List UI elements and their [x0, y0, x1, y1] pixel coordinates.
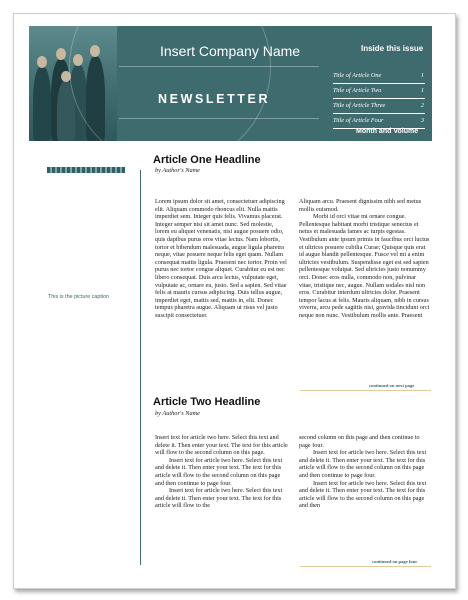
toc-item [333, 99, 425, 114]
toc-item-page: 1 [420, 87, 424, 94]
article-two-column-1 [155, 434, 288, 554]
toc-item-title: Title of Article Three [333, 102, 386, 109]
article-one-byline: by Author's Name [155, 167, 200, 174]
article-two-headline: Article Two Headline [153, 396, 261, 408]
continued-next-page: continued on next page [369, 383, 415, 388]
article-one-headline: Article One Headline [153, 154, 261, 166]
company-name: Insert Company Name [160, 43, 301, 59]
continued-rule [300, 566, 431, 567]
newsletter-title: NEWSLETTER [158, 92, 271, 106]
toc-item [333, 69, 425, 84]
toc-item [333, 84, 425, 99]
sidebar-accent-bar [47, 167, 125, 173]
paragraph: Aliquam arcu. Praesent dignissim nibh sed metus mollis euismod. [299, 198, 422, 213]
table-of-contents [333, 69, 425, 129]
banner-line [119, 118, 319, 119]
paragraph: Insert text for article two here. Select this text and delete it. Then enter your text. The text for this article will flow to the second column on this page and then [299, 479, 427, 510]
paragraph: Insert text for article two here. Select this text and delete it. Then enter your text. The text for this article will flow to the [155, 487, 283, 510]
paragraph: Insert text for article two here. Select this text and delete it. Then enter your text. The text for this article will flow to the second column on this page and then continue to page four. [155, 456, 283, 487]
paragraph: Insert text for article two here. Select this text and delete it. Then enter your text. The text for this article will flow to the second column on this page and then continue to page four. [299, 449, 427, 479]
month-and-volume: Month and Volume [356, 128, 419, 135]
banner-line [119, 66, 319, 67]
toc-item-title: Title of Article Two [333, 87, 382, 94]
toc-item [333, 114, 425, 129]
toc-item-page: 3 [420, 117, 424, 124]
toc-item-title: Title of Article Four [333, 117, 384, 124]
paragraph: Morbi id orci vitae mi ornare congue. Pellentesque habitant morbi tristique senectus et netus et malesuada fames ac turpis egestas. Vestibulum ante ipsum primis in faucibus orci luctus et ultrices posuere cubilia Curae; Quisque quis erat id augue blandit pellentesque. Fusce vel mi a enim ultricies vestibulum. Suspendisse eget est sed sapien pellentesque volutpat. Sed ultricies justo nonummy orci. Donec eros nulla, commodo non, pulvinar vitae, tristique nec, augue. Nullam sodales nisl non eros. Curabitur interdum ultricies dolor. Praesent tempor lacus at felis. Mauris aliquam, nibh in cursus viverra, arcu pede sagittis nisi, gravida tincidunt orci neque non nunc. Vestibulum mollis ante. Praesent [299, 213, 430, 319]
inside-issue-heading: Inside this issue [361, 44, 424, 53]
paragraph: second column on this page and then continue to page four. [299, 434, 420, 449]
picture-caption: This is the picture caption [48, 294, 110, 300]
article-one-column-2 [299, 198, 431, 376]
toc-item-page: 1 [420, 72, 424, 79]
article-two-byline: by Author's Name [155, 410, 200, 417]
newsletter-banner [29, 26, 432, 141]
article-two-column-2 [299, 434, 431, 554]
toc-item-page: 2 [420, 102, 424, 109]
toc-item-title: Title of Article One [333, 72, 382, 79]
vertical-divider [140, 170, 141, 565]
paragraph: Insert text for article two here. Select this text and delete it. Then enter your text. The text for this article will flow to the second column on this page. [155, 434, 288, 457]
article-one-column-1 [155, 198, 288, 376]
paragraph: Lorem ipsum dolor sit amet, consectetuer adipiscing elit. Aliquam commodo rhoncus elit. Nulla mattis imperdiet sem. Integer quis felis. Vivamus placerat. Integer semper nisi sit amet nunc. Sed molestie, lorem eu aliquet venenatis, nisi augue posuere odio, quis dapibus purus eros vitae lectus. Nam lobortis, tortor et bibendum malesuada, augue ligula pharetra neque, vitae posuere neque felis eget quam. Nullam consequat mattis ligula. Praesent nec tortor. Proin vel purus nec tortor congue aliquet. Curabitur eu est nec libero consequat. Duis arcu lectus, vulputate eget, vulputate ac, ornare eu, justo. Sed a sapien. Sed vitae felis at mauris cursus adipiscing. Duis tellus augue, imperdiet eget, mattis sed, mattis in, elit. Donec tempus pharetra augue. Aliquam ut risus vel justo suscipit consectetuer. [155, 198, 287, 319]
continued-rule [300, 390, 431, 391]
continued-page-four: continued on page four [372, 559, 418, 564]
